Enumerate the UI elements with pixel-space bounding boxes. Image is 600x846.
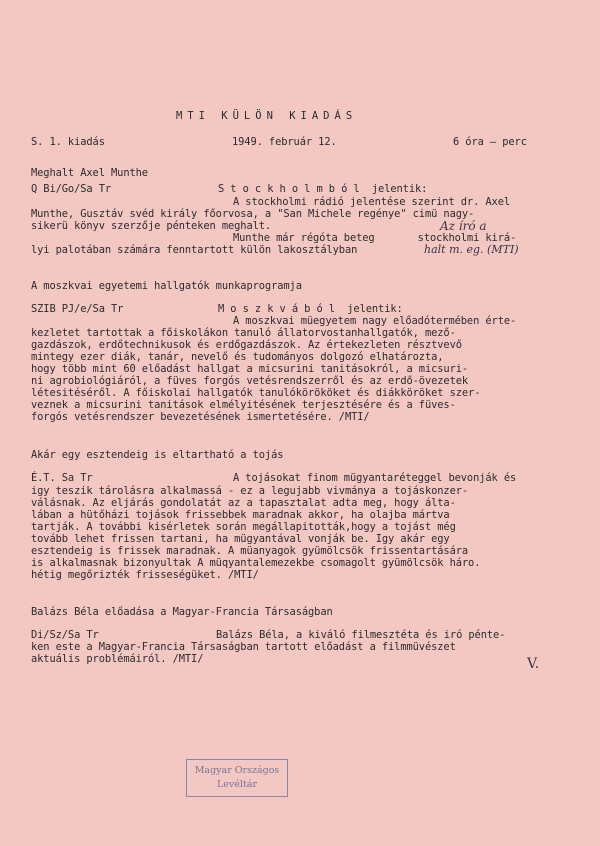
article-3-line-6: tovább lehet frissen tartani, ha mügyantával vonják be. Igy akár egy: [31, 533, 450, 545]
article-3-line-7: esztendeig is frissek maradnak. A müanyagok gyümölcsök frissentartására: [31, 545, 469, 557]
handwritten-ending: halt m. eg. (MTI): [424, 243, 519, 256]
handwritten-insert: Az író a: [440, 219, 487, 233]
stamp-line-1: Magyar Országos: [194, 765, 280, 776]
article-2-line-7: létesitéséről. A főiskolai hallgatók tanulókörököket és diákköröket szer-: [31, 387, 481, 399]
article-3-line-9: hétig megőrizték frisseségüket. /MTI/: [31, 569, 259, 581]
article-1-line-5: lyi palotában számára fenntartott külön lakosztályban: [31, 244, 358, 256]
article-3-line-8: is alkalmasnak bizonyultak A müqyantalemezekbe csomagolt gyümölcsök háro.: [31, 557, 481, 569]
handwritten-check-mark: V.: [527, 656, 540, 672]
article-1-headline: Meghalt Axel Munthe: [31, 167, 148, 179]
article-2-line-1: A moszkvai müegyetem nagy előadótermében érte-: [233, 315, 517, 327]
article-2-line-3: gazdászok, erdőtechnikusok és erdőgazdászok. Az értekezleten résztvevő: [31, 339, 462, 351]
article-1-code: Q Bi/Go/Sa Tr: [31, 183, 112, 195]
article-1-dateline: S t o c k h o l m b ó l jelentik:: [218, 183, 428, 195]
article-2-dateline: M o s z k v á b ó l jelentik:: [218, 303, 403, 315]
article-3-line-5: tartják. A további kisérletek során megállapitották,hogy a tojást még: [31, 521, 456, 533]
article-1-line-3: sikerü könyv szerzője pénteken meghalt.: [31, 220, 272, 232]
article-1-line-2: Munthe, Gusztáv svéd király főorvosa, a "San Michele regénye" cimü nagy-: [31, 208, 475, 220]
article-2-headline: A moszkvai egyetemi hallgatók munkaprogramja: [31, 280, 302, 292]
article-1-line-4: Munthe már régóta beteg stockholmi kirá-: [233, 232, 517, 244]
article-3-line-4: lában a hütőházi tojások frissebbek maradnak akkor, ha olajba mártva: [31, 509, 450, 521]
page-title: MTI KÜLÖN KIADÁS: [176, 110, 358, 122]
article-3-code: É.T. Sa Tr: [31, 472, 93, 484]
article-4-line-2: ken este a Magyar-Francia Társaságban tartott előadást a filmmüvészet: [31, 641, 456, 653]
article-3-line-3: válásnak. Az eljárás gondolatát az a tapasztalat adta meg, hogy álta-: [31, 497, 456, 509]
issue-date: 1949. február 12.: [232, 136, 337, 148]
article-1-line-1: A stockholmi rádió jelentése szerint dr. Axel: [233, 196, 511, 208]
issue-time: 6 óra — perc: [453, 136, 527, 148]
article-3-line-1: A tojásokat finom mügyantaréteggel bevonják és: [233, 472, 517, 484]
article-2-line-2: kezletet tartottak a főiskolákon tanuló állatorvostanhallgatók, mező-: [31, 327, 456, 339]
archive-stamp: [186, 759, 288, 797]
article-2-line-8: veznek a micsurini tanitások elmélyitésének terjesztésére és a füves-: [31, 399, 456, 411]
stamp-line-2: Levéltár: [217, 779, 257, 790]
edition-label: S. 1. kiadás: [31, 136, 105, 148]
article-4-line-3: aktuális problémáiról. /MTI/: [31, 653, 204, 665]
article-2-line-6: ni agrobiológiáról, a füves forgós vetésrendszerről és az erdő-övezetek: [31, 375, 469, 387]
article-4-headline: Balázs Béla előadása a Magyar-Francia Társaságban: [31, 606, 333, 618]
article-4-line-1: Balázs Béla, a kiváló filmesztéta és iró pénte-: [216, 629, 506, 641]
article-3-line-2: igy teszik tárolásra alkalmassá - ez a legujabb vivmánya a tojáskonzer-: [31, 485, 469, 497]
article-4-code: Di/Sz/Sa Tr: [31, 629, 99, 641]
article-2-code: SZIB PJ/e/Sa Tr: [31, 303, 124, 315]
article-2-line-4: mintegy ezer diák, tanár, nevelő és tudományos dolgozó elhatározta,: [31, 351, 444, 363]
article-2-line-9: forgós vetésrendszer bevezetésének ismertetésére. /MTI/: [31, 411, 370, 423]
article-2-line-5: hogy több mint 60 előadást hallgat a micsurini tanitásokról, a micsuri-: [31, 363, 469, 375]
article-3-headline: Akár egy esztendeig is eltartható a tojás: [31, 449, 284, 461]
